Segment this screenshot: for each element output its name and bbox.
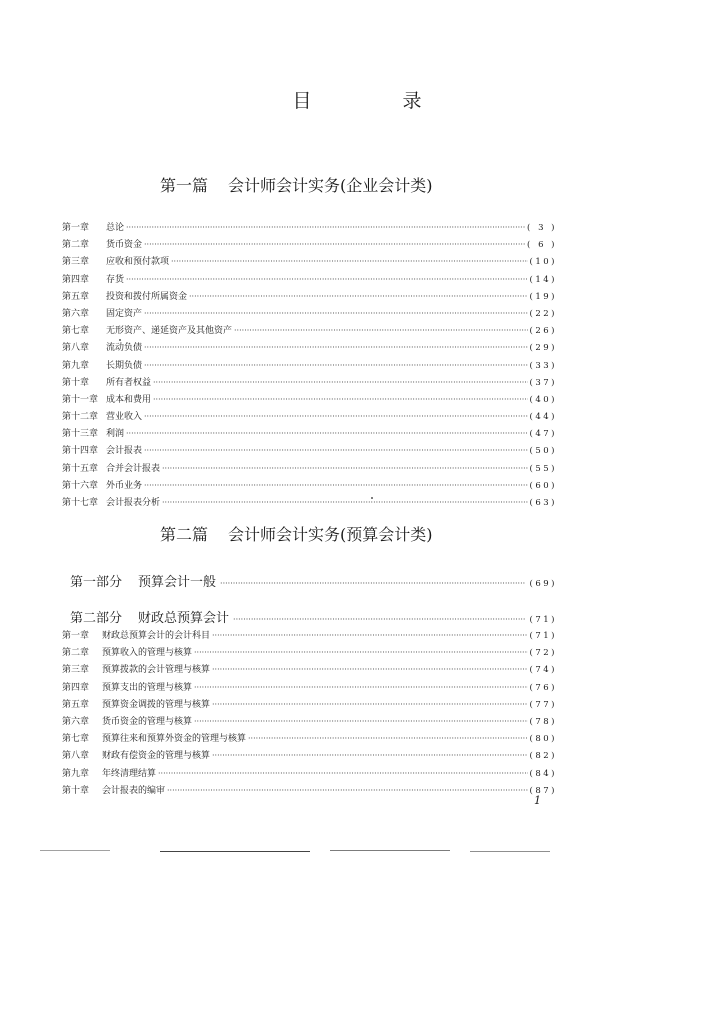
- chapter-title: 合并会计报表: [106, 463, 161, 474]
- chapter-page: (40): [529, 394, 557, 405]
- toc-entry: [62, 391, 557, 408]
- chapter-title: 固定资产: [106, 308, 143, 319]
- toc-entry: [62, 627, 557, 644]
- section2-title: 财政总预算会计: [138, 611, 230, 626]
- chapter-title: 外币业务: [106, 480, 143, 491]
- chapter-number: 第十一章: [62, 394, 99, 405]
- chapter-number: 第八章: [62, 751, 90, 762]
- part1-heading: [160, 173, 433, 196]
- chapter-title: 长期负债: [106, 360, 143, 371]
- scan-speck: [371, 497, 373, 499]
- leader-dots: [212, 661, 528, 678]
- leader-dots: [162, 460, 528, 477]
- chapter-number: 第七章: [62, 326, 90, 337]
- chapter-title: 流动负债: [106, 343, 143, 354]
- leader-dots: [144, 339, 528, 356]
- part1-chapter-list: [62, 219, 557, 511]
- toc-entry: [62, 339, 557, 356]
- chapter-number: 第十五章: [62, 463, 99, 474]
- chapter-number: 第五章: [62, 699, 90, 710]
- chapter-page: (84): [529, 768, 557, 779]
- scan-line: [470, 851, 550, 852]
- toc-entry: [62, 460, 557, 477]
- chapter-page: (60): [529, 480, 557, 491]
- leader-dots: [189, 288, 528, 305]
- chapter-title: 会计报表分析: [106, 498, 161, 508]
- section2-chapter-list: [62, 627, 557, 799]
- toc-entry: [62, 765, 557, 782]
- leader-dots: [144, 442, 528, 459]
- chapter-number: 第十章: [62, 377, 90, 388]
- toc-entry: [62, 236, 557, 253]
- chapter-title: 预算资金调拨的管理与核算: [102, 699, 211, 710]
- chapter-page: (74): [529, 665, 557, 676]
- toc-entry: [62, 661, 557, 678]
- toc-entry: [62, 305, 557, 322]
- chapter-page: ( 6 ): [527, 240, 557, 251]
- chapter-page: (44): [529, 412, 557, 423]
- chapter-title: 预算往来和预算外资金的管理与核算: [102, 734, 247, 745]
- leader-dots: [194, 713, 528, 730]
- chapter-number: 第八章: [62, 343, 90, 354]
- toc-entry: [62, 219, 557, 236]
- chapter-number: 第一章: [62, 631, 90, 641]
- chapter-page: (37): [529, 377, 557, 388]
- chapter-page: (26): [529, 326, 557, 337]
- leader-dots: [144, 408, 528, 425]
- toc-entry: [62, 644, 557, 661]
- chapter-number: 第三章: [62, 257, 90, 268]
- chapter-page: (82): [529, 751, 557, 762]
- leader-dots: [144, 357, 528, 374]
- part1-title: 会计师会计实务(企业会计类): [228, 176, 433, 195]
- scan-speck: [119, 339, 121, 341]
- leader-dots: [194, 679, 528, 696]
- chapter-number: 第一章: [62, 223, 90, 233]
- chapter-page: (14): [529, 274, 557, 285]
- leader-dots: [212, 627, 528, 644]
- chapter-number: 第九章: [62, 360, 90, 371]
- leader-dots: [162, 494, 528, 511]
- chapter-number: 第十章: [62, 785, 90, 796]
- chapter-page: (76): [529, 682, 557, 693]
- chapter-page: (63): [529, 498, 557, 508]
- chapter-title: 营业收入: [106, 412, 143, 423]
- leader-dots: [212, 747, 528, 764]
- toc-entry: [62, 374, 557, 391]
- chapter-title: 预算支出的管理与核算: [102, 682, 193, 693]
- chapter-number: 第三章: [62, 665, 90, 676]
- chapter-page: (29): [529, 343, 557, 354]
- chapter-number: 第四章: [62, 682, 90, 693]
- chapter-title: 货币资金: [106, 240, 143, 251]
- toc-entry: [62, 679, 557, 696]
- leader-dots: [126, 219, 525, 236]
- chapter-number: 第十七章: [62, 498, 99, 508]
- leader-dots: [153, 374, 528, 391]
- section2-number: 第二部分: [70, 611, 123, 626]
- leader-dots: [126, 425, 528, 442]
- chapter-page: (87): [529, 785, 557, 796]
- chapter-title: 利润: [106, 429, 125, 440]
- chapter-title: 无形资产、递延资产及其他资产: [106, 326, 233, 337]
- chapter-page: ( 3 ): [527, 223, 557, 233]
- toc-entry: [62, 288, 557, 305]
- chapter-title: 货币资金的管理与核算: [102, 716, 193, 727]
- chapter-title: 存货: [106, 274, 125, 285]
- chapter-number: 第五章: [62, 291, 90, 302]
- section1-entry: [70, 571, 557, 590]
- chapter-page: (19): [529, 291, 557, 302]
- chapter-title: 投资和拨付所属资金: [106, 291, 188, 302]
- chapter-page: (50): [529, 446, 557, 457]
- chapter-number: 第二章: [62, 240, 90, 251]
- part2-title: 会计师会计实务(预算会计类): [228, 525, 433, 544]
- leader-dots: [153, 391, 528, 408]
- leader-dots: [233, 615, 526, 624]
- toc-entry: [62, 253, 557, 270]
- chapter-title: 财政有偿资金的管理与核算: [102, 751, 211, 762]
- toc-entry: [62, 713, 557, 730]
- chapter-title: 所有者权益: [106, 377, 152, 388]
- chapter-title: 会计报表: [106, 446, 143, 457]
- chapter-page: (78): [529, 716, 557, 727]
- page-title: 目 录: [292, 90, 458, 112]
- chapter-number: 第二章: [62, 648, 90, 659]
- chapter-page: (71): [529, 631, 557, 641]
- chapter-number: 第六章: [62, 308, 90, 319]
- toc-entry: [62, 782, 557, 799]
- leader-dots: [220, 579, 526, 588]
- chapter-title: 预算拨款的会计管理与核算: [102, 665, 211, 676]
- toc-entry: [62, 477, 557, 494]
- toc-entry: [62, 442, 557, 459]
- section2-page: (71): [529, 615, 557, 625]
- toc-entry: [62, 696, 557, 713]
- toc-entry: [62, 271, 557, 288]
- chapter-page: (22): [529, 308, 557, 319]
- chapter-title: 会计报表的编审: [102, 785, 166, 796]
- chapter-page: (80): [529, 734, 557, 745]
- section1-page: (69): [529, 579, 557, 589]
- leader-dots: [158, 765, 528, 782]
- scan-line: [160, 851, 310, 852]
- leader-dots: [126, 271, 528, 288]
- toc-entry: [62, 408, 557, 425]
- leader-dots: [167, 782, 528, 799]
- chapter-number: 第九章: [62, 768, 90, 779]
- leader-dots: [212, 696, 528, 713]
- chapter-page: (10): [529, 257, 557, 268]
- toc-entry: [62, 747, 557, 764]
- section1-title: 预算会计一般: [138, 575, 217, 590]
- part2-heading: [160, 522, 433, 545]
- chapter-title: 总论: [106, 223, 125, 233]
- scan-line: [40, 850, 110, 851]
- chapter-number: 第六章: [62, 716, 90, 727]
- scan-line: [330, 850, 450, 851]
- toc-entry: [62, 322, 557, 339]
- section1-number: 第一部分: [70, 575, 123, 590]
- chapter-title: 年终清理结算: [102, 768, 157, 779]
- toc-entry: [62, 494, 557, 511]
- leader-dots: [248, 730, 528, 747]
- chapter-page: (55): [529, 463, 557, 474]
- part2-number: 第二篇: [160, 525, 209, 544]
- toc-entry: [62, 730, 557, 747]
- chapter-number: 第四章: [62, 274, 90, 285]
- leader-dots: [194, 644, 528, 661]
- leader-dots: [171, 253, 528, 270]
- chapter-number: 第十四章: [62, 446, 99, 457]
- section2-entry: [70, 607, 557, 626]
- chapter-title: 财政总预算会计的会计科目: [102, 631, 211, 641]
- chapter-page: (77): [529, 699, 557, 710]
- chapter-title: 应收和预付款项: [106, 257, 170, 268]
- chapter-page: (72): [529, 648, 557, 659]
- chapter-number: 第十六章: [62, 480, 99, 491]
- part1-number: 第一篇: [160, 176, 209, 195]
- chapter-number: 第十三章: [62, 429, 99, 440]
- chapter-title: 成本和费用: [106, 394, 152, 405]
- toc-entry: [62, 357, 557, 374]
- toc-entry: [62, 425, 557, 442]
- chapter-page: (33): [529, 360, 557, 371]
- leader-dots: [234, 322, 528, 339]
- leader-dots: [144, 236, 525, 253]
- leader-dots: [144, 305, 528, 322]
- chapter-number: 第七章: [62, 734, 90, 745]
- chapter-page: (47): [529, 429, 557, 440]
- chapter-title: 预算收入的管理与核算: [102, 648, 193, 659]
- leader-dots: [144, 477, 528, 494]
- page-number: 1: [534, 794, 541, 807]
- chapter-number: 第十二章: [62, 412, 99, 423]
